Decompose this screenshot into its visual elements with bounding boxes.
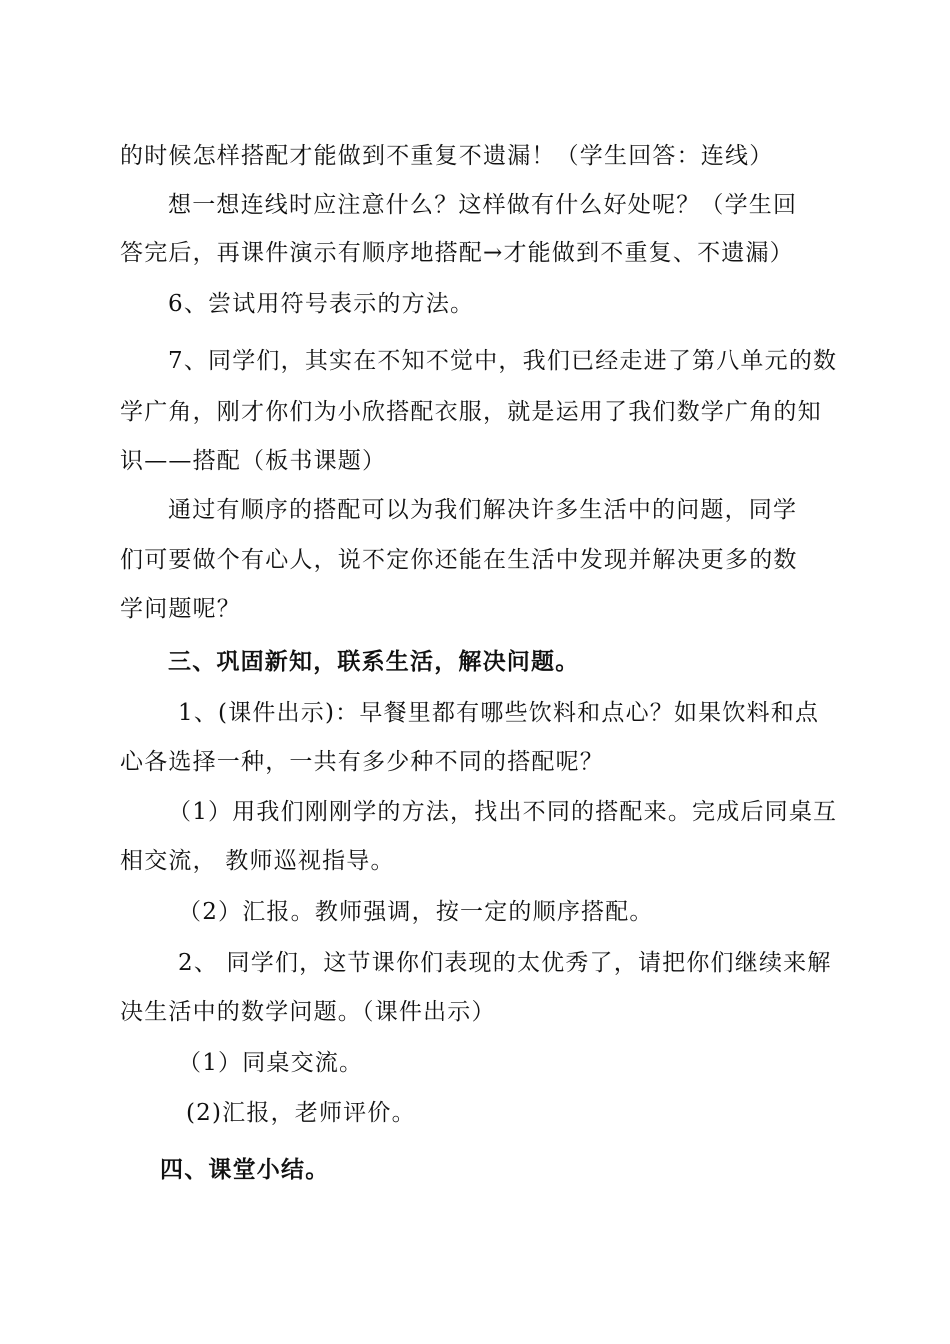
text-line-8: 通过有顺序的搭配可以为我们解决许多生活中的问题，同学 — [168, 497, 798, 523]
text-line-5: 7、同学们，其实在不知不觉中，我们已经走进了第八单元的数 — [168, 348, 838, 374]
text-line-9: 们可要做个有心人，说不定你还能在生活中发现并解决更多的数 — [120, 547, 798, 573]
text-line-10: 学问题呢？ — [120, 596, 241, 622]
text-line-20: (2)汇报，老师评价。 — [186, 1100, 416, 1126]
text-line-12: 1、(课件出示)：早餐里都有哪些饮料和点心？如果饮料和点 — [178, 700, 820, 726]
text-line-1: 的时候怎样搭配才能做到不重复不遗漏！（学生回答：连线） — [120, 143, 774, 169]
text-line-18: 决生活中的数学问题。（课件出示） — [120, 999, 496, 1025]
text-line-2: 想一想连线时应注意什么？这样做有什么好处呢？（学生回 — [168, 192, 798, 218]
text-line-17: 2、 同学们，这节课你们表现的太优秀了，请把你们继续来解 — [178, 950, 832, 976]
text-line-7: 识——搭配（板书课题） — [120, 448, 387, 474]
text-line-6: 学广角，刚才你们为小欣搭配衣服，就是运用了我们数学广角的知 — [120, 399, 822, 425]
section-heading-4: 四、课堂小结。 — [160, 1156, 330, 1183]
text-line-15: 相交流， 教师巡视指导。 — [120, 848, 395, 874]
text-line-19: （1）同桌交流。 — [178, 1050, 364, 1076]
section-heading-3: 三、巩固新知，联系生活，解决问题。 — [168, 648, 580, 675]
text-line-13: 心各选择一种，一共有多少种不同的搭配呢？ — [120, 749, 604, 775]
text-line-16: （2）汇报。教师强调，按一定的顺序搭配。 — [178, 899, 654, 925]
text-line-4: 6、尝试用符号表示的方法。 — [168, 291, 475, 317]
text-line-14: （1）用我们刚刚学的方法，找出不同的搭配来。完成后同桌互 — [168, 799, 838, 825]
text-line-3: 答完后，再课件演示有顺序地搭配→才能做到不重复、不遗漏） — [120, 240, 794, 266]
